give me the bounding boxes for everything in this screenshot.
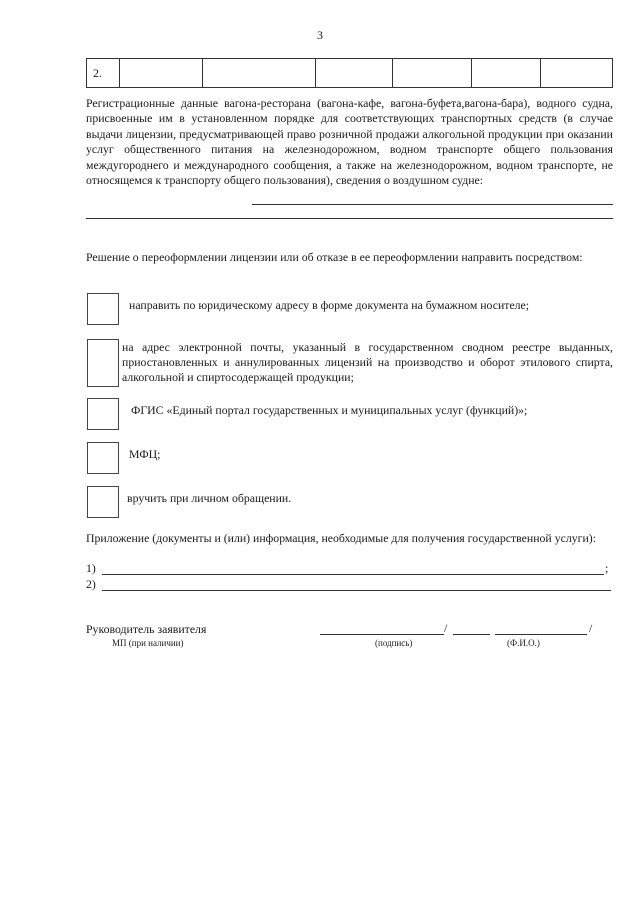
table-cell[interactable] [203, 59, 316, 88]
table-cell[interactable] [393, 59, 472, 88]
option-mfc-label: МФЦ; [129, 447, 161, 461]
checkbox-in-person[interactable] [87, 486, 119, 518]
aircraft-info-field-continuation[interactable] [86, 218, 613, 219]
option-email-label: на адрес электронной почты, указанный в государственном сводном реестре выданных, приостановленных и аннулированных лицензий на производство и оборот этилового спирта, алкогольной и спиртосодержащей продукции; [122, 340, 613, 385]
decision-paragraph: Решение о переоформлении лицензии или об отказе в ее переоформлении направить посредством: [86, 250, 583, 264]
signature-slash: / [444, 621, 448, 635]
attachment-1-field[interactable] [102, 574, 604, 575]
checkbox-fgis[interactable] [87, 398, 119, 430]
attachment-2-field[interactable] [102, 590, 611, 591]
attachment-2-number: 2) [86, 577, 96, 591]
attachments-label: Приложение (документы и (или) информация, необходимые для получения государственной услуги): [86, 531, 596, 545]
table-cell[interactable] [316, 59, 393, 88]
fio-field[interactable] [495, 634, 587, 635]
option-in-person-label: вручить при личном обращении. [127, 491, 292, 505]
table-row [87, 59, 613, 88]
aircraft-info-field[interactable] [252, 204, 613, 205]
checkbox-legal-address[interactable] [87, 293, 119, 325]
row-number-cell: 2. [87, 59, 120, 88]
signature-caption: (подпись) [375, 638, 413, 648]
table-cell[interactable] [541, 59, 613, 88]
applicant-head-label: Руководитель заявителя [86, 622, 207, 636]
option-fgis-label: ФГИС «Единый портал государственных и муниципальных услуг (функций)»; [131, 403, 528, 417]
checkbox-email[interactable] [87, 339, 119, 387]
fio-caption: (Ф.И.О.) [507, 638, 540, 648]
attachment-1-number: 1) [86, 561, 96, 575]
fio-slash: / [589, 621, 593, 635]
registration-table [86, 58, 613, 88]
table-cell[interactable] [120, 59, 203, 88]
table-cell[interactable] [472, 59, 541, 88]
page-number: 3 [317, 28, 323, 42]
signature-field[interactable] [320, 634, 444, 635]
checkbox-mfc[interactable] [87, 442, 119, 474]
signature-gap-line [453, 634, 490, 635]
attachment-1-end: ; [605, 561, 609, 575]
stamp-label: МП (при наличии) [112, 638, 184, 648]
registration-data-paragraph: Регистрационные данные вагона-ресторана (вагона-кафе, вагона-буфета,вагона-бара), водного судна, присвоенные им в установленном порядке для соответствующих транспортных средств (в случае выдачи лицензии, предусматривающей право розничной продажи алкогольной продукции при оказании услуг общественного питания на железнодорожном, водном транспорте общего пользования междугороднего и международного сообщения, а также на железнодорожном, водном транспорте, не относящемся к транспорту общего пользования), сведения о воздушном судне: [86, 96, 613, 188]
option-legal-address-label: направить по юридическому адресу в форме документа на бумажном носителе; [129, 298, 530, 312]
